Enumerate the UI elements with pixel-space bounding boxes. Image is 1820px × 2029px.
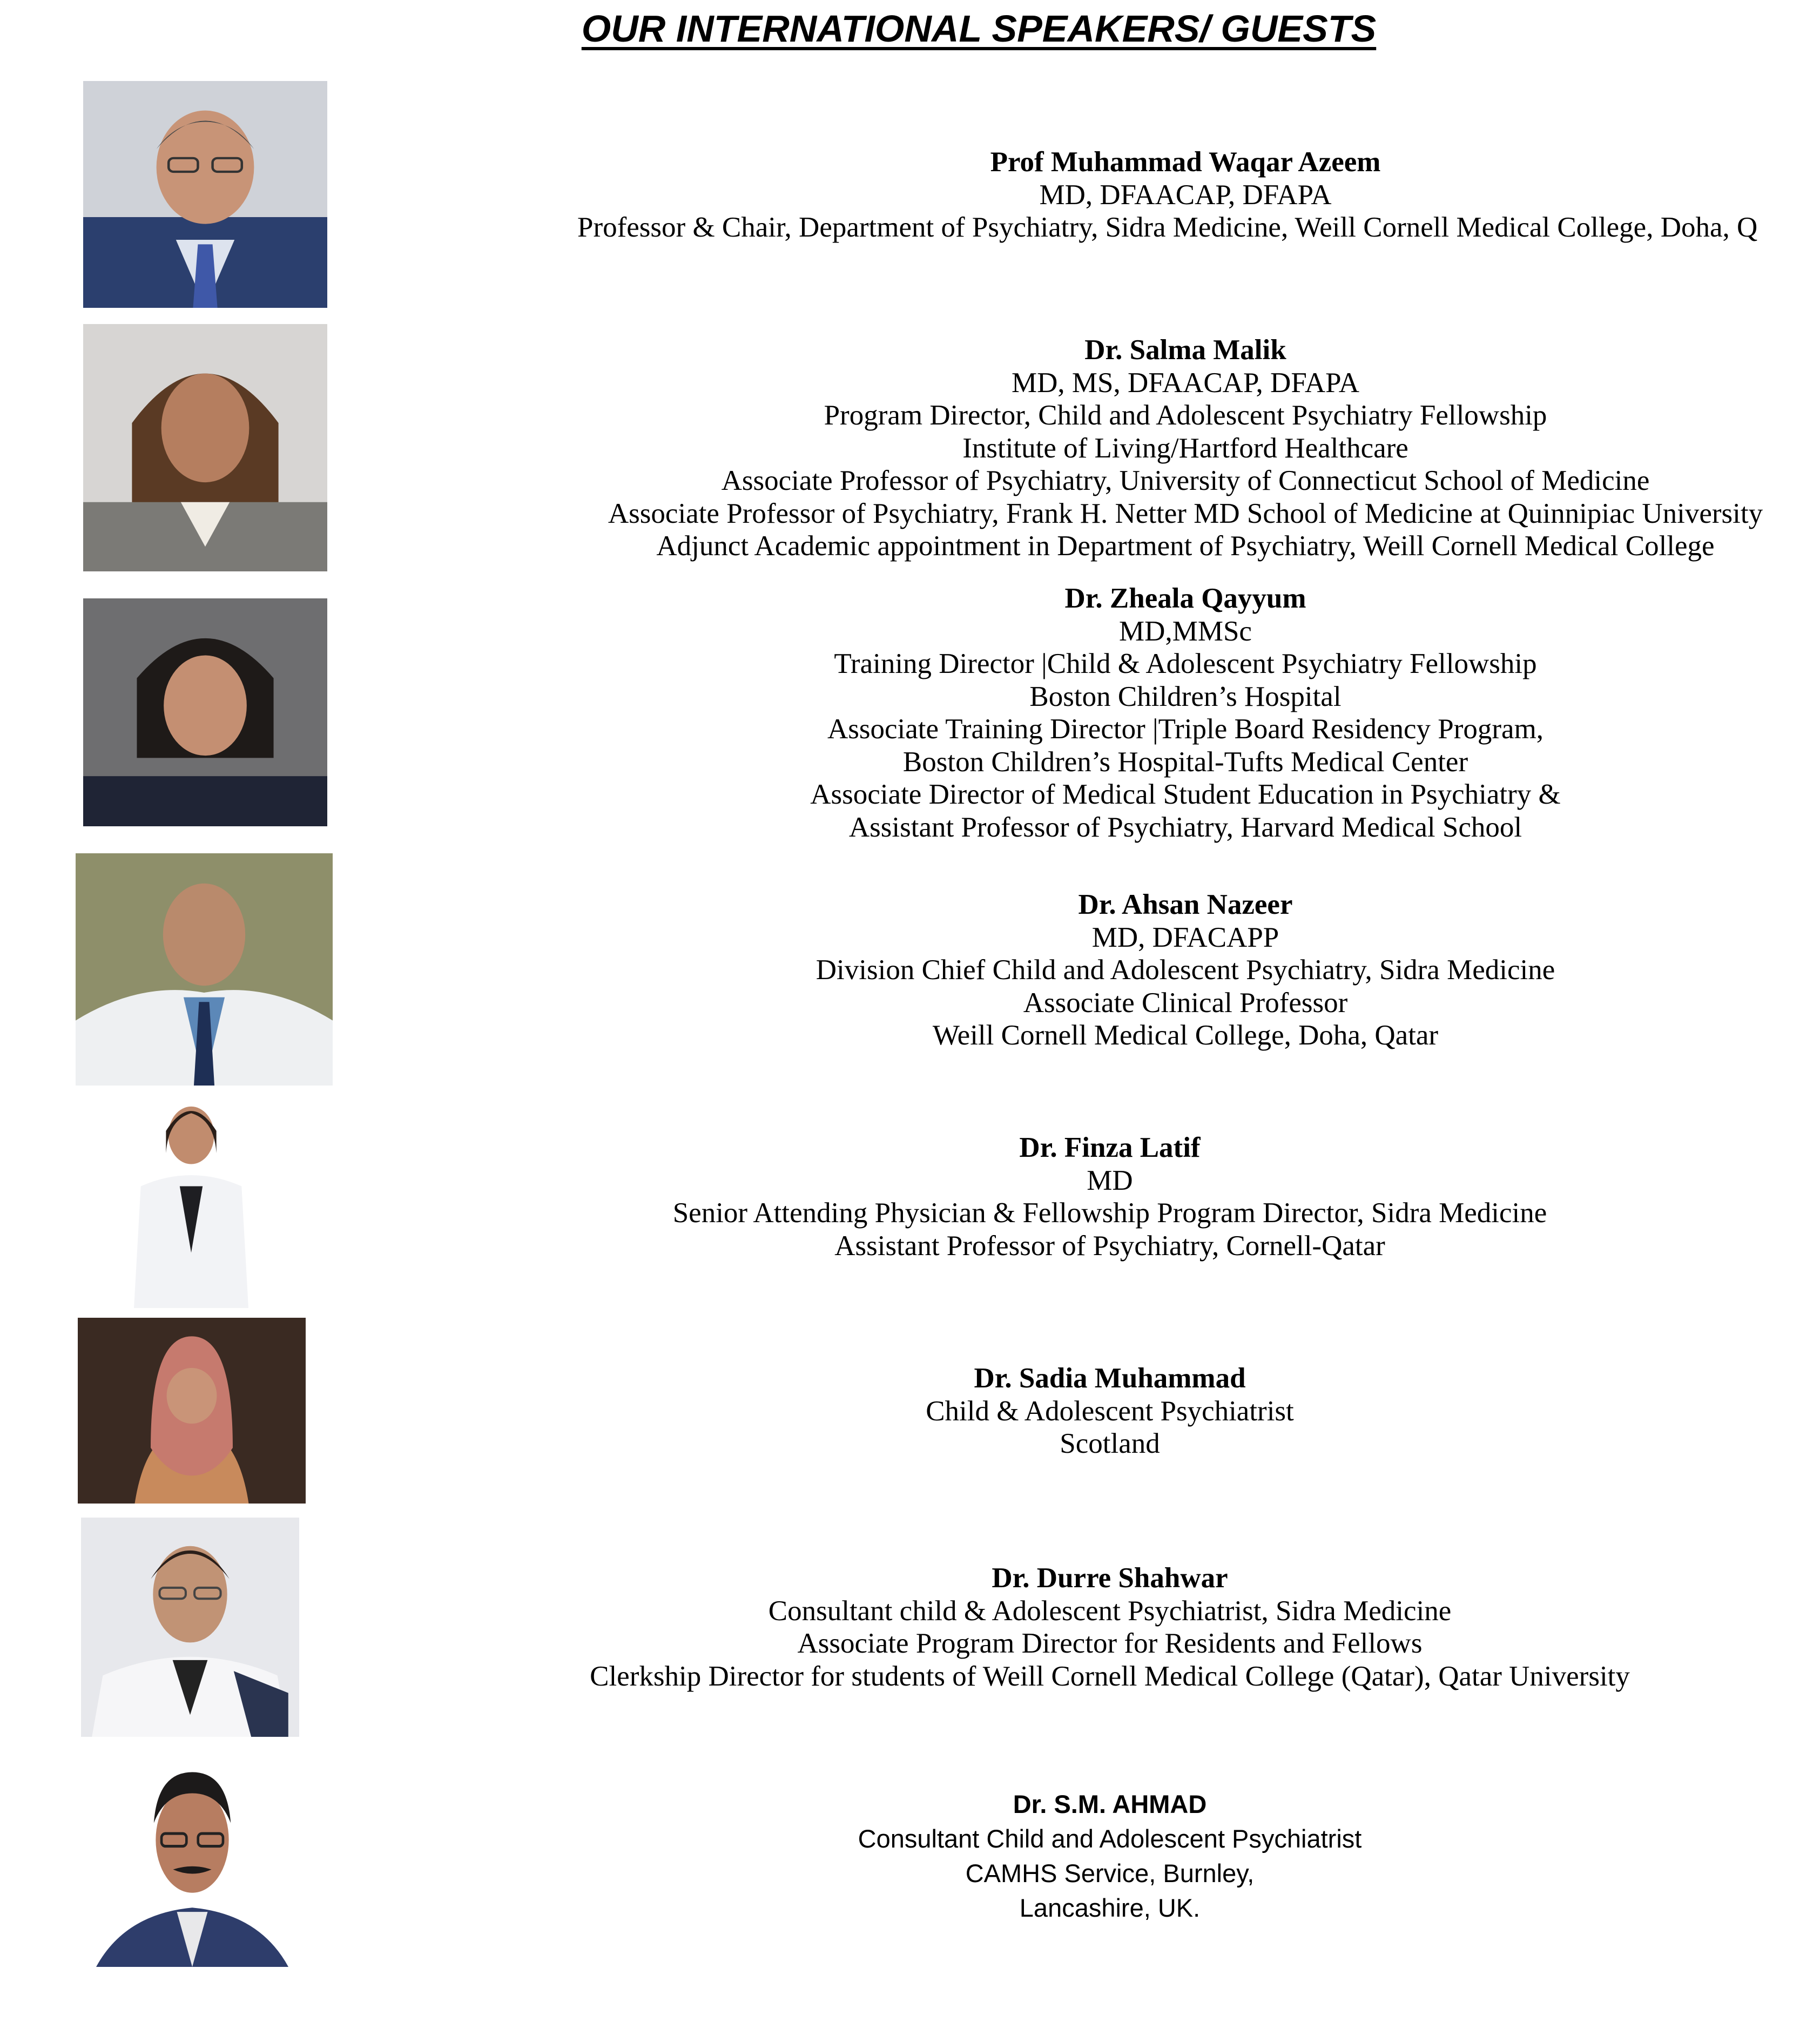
speaker-name: Dr. Finza Latif bbox=[1019, 1132, 1201, 1163]
speaker-affiliation: Program Director, Child and Adolescent Psychiatry Fellowship bbox=[824, 400, 1547, 431]
speaker-photo bbox=[77, 1087, 306, 1308]
speaker-details bbox=[562, 1362, 1658, 1460]
speaker-affiliation: Adjunct Academic appointment in Department of Psychiatry, Weill Cornell Medical College bbox=[656, 530, 1715, 562]
speaker-details bbox=[562, 146, 1809, 244]
speaker-affiliation: Boston Children’s Hospital-Tufts Medical Center bbox=[902, 746, 1468, 778]
speaker-affiliation: Associate Clinical Professor bbox=[1023, 987, 1348, 1019]
speaker-affiliation: Consultant child & Adolescent Psychiatrist, Sidra Medicine bbox=[768, 1595, 1452, 1627]
speaker-details bbox=[562, 888, 1809, 1052]
speaker-affiliation: Consultant Child and Adolescent Psychiatrist bbox=[858, 1824, 1362, 1853]
speaker-details bbox=[562, 1131, 1658, 1262]
speaker-details bbox=[562, 1787, 1658, 1925]
speaker-affiliation: Clerkship Director for students of Weill Cornell Medical College (Qatar), Qatar University bbox=[590, 1660, 1630, 1692]
speaker-name: Dr. Zheala Qayyum bbox=[1064, 583, 1306, 614]
speaker-details bbox=[562, 1562, 1658, 1693]
speaker-affiliation: Institute of Living/Hartford Healthcare bbox=[962, 432, 1408, 464]
speaker-photo bbox=[96, 1755, 288, 1967]
speaker-affiliation: Assistant Professor of Psychiatry, Cornell-Qatar bbox=[834, 1230, 1385, 1262]
speaker-affiliation: Associate Training Director |Triple Board Residency Program, bbox=[827, 713, 1544, 745]
speaker-affiliation: Lancashire, UK. bbox=[1019, 1893, 1201, 1922]
speaker-photo bbox=[76, 853, 333, 1086]
speaker-affiliation: Associate Professor of Psychiatry, Frank H. Netter MD School of Medicine at Quinnipiac University bbox=[608, 497, 1763, 529]
speaker-affiliation: Associate Professor of Psychiatry, University of Connecticut School of Medicine bbox=[721, 465, 1650, 496]
speaker-credentials: MD,MMSc bbox=[1119, 615, 1252, 647]
speaker-name: Prof Muhammad Waqar Azeem bbox=[990, 146, 1381, 178]
speaker-affiliation: Assistant Professor of Psychiatry, Harvard Medical School bbox=[848, 811, 1522, 843]
speaker-details bbox=[562, 334, 1809, 563]
speaker-photo bbox=[83, 81, 327, 308]
speaker-affiliation: Boston Children’s Hospital bbox=[1029, 680, 1342, 712]
speaker-affiliation: Division Chief Child and Adolescent Psychiatry, Sidra Medicine bbox=[815, 954, 1555, 986]
speaker-credentials: MD, DFACAPP bbox=[1091, 921, 1279, 953]
speaker-affiliation: Senior Attending Physician & Fellowship Program Director, Sidra Medicine bbox=[672, 1197, 1547, 1229]
speaker-photo bbox=[83, 324, 327, 571]
speaker-affiliation: Weill Cornell Medical College, Doha, Qatar bbox=[932, 1020, 1439, 1051]
speaker-affiliation: CAMHS Service, Burnley, bbox=[965, 1859, 1255, 1888]
speaker-name: Dr. Ahsan Nazeer bbox=[1078, 889, 1293, 920]
speaker-affiliation: Child & Adolescent Psychiatrist bbox=[926, 1395, 1294, 1427]
speaker-photo bbox=[83, 598, 327, 826]
speaker-photo bbox=[81, 1518, 299, 1737]
page-title: OUR INTERNATIONAL SPEAKERS/ GUESTS bbox=[581, 8, 1377, 50]
speaker-credentials: MD, DFAACAP, DFAPA bbox=[1039, 179, 1332, 211]
speaker-affiliation: Scotland bbox=[1060, 1428, 1160, 1459]
speaker-name: Dr. Salma Malik bbox=[1084, 334, 1286, 366]
speaker-name: Dr. Sadia Muhammad bbox=[974, 1363, 1246, 1394]
speaker-name: Dr. S.M. AHMAD bbox=[1013, 1790, 1207, 1818]
speaker-photo bbox=[78, 1318, 306, 1504]
speaker-affiliation: Associate Director of Medical Student Education in Psychiatry & bbox=[810, 779, 1561, 810]
speaker-credentials: MD bbox=[1087, 1164, 1133, 1196]
speaker-affiliation: Associate Program Director for Residents and Fellows bbox=[797, 1628, 1423, 1659]
speaker-credentials: MD, MS, DFAACAP, DFAPA bbox=[1011, 367, 1360, 399]
speaker-details bbox=[562, 582, 1809, 844]
speaker-affiliation: Professor & Chair, Department of Psychiatry, Sidra Medicine, Weill Cornell Medical College, Doha, Q bbox=[577, 212, 1758, 243]
speaker-name: Dr. Durre Shahwar bbox=[992, 1562, 1228, 1594]
speaker-affiliation: Training Director |Child & Adolescent Psychiatry Fellowship bbox=[834, 648, 1537, 679]
